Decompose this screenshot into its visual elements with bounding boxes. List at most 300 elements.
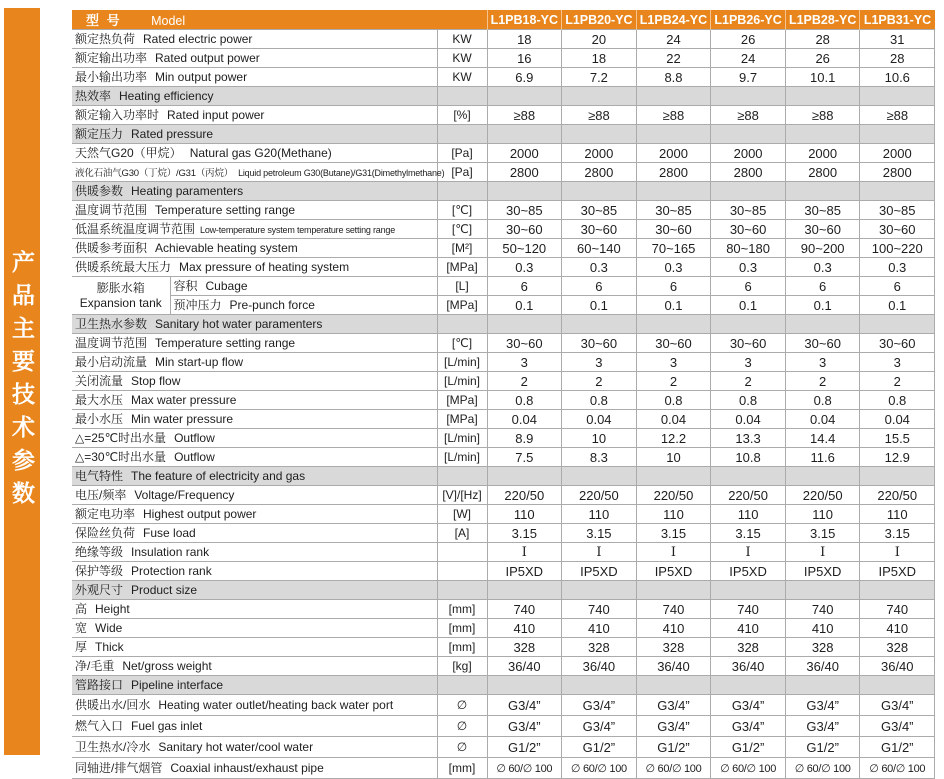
row-label-cn: 最大水压 — [75, 393, 124, 407]
row-value: 0.8 — [785, 391, 860, 410]
row-value: 110 — [860, 505, 935, 524]
row-value: G1/2” — [562, 737, 637, 758]
row-label — [72, 695, 437, 716]
row-value: 24 — [711, 49, 786, 68]
row-label-en: Low-temperature system temperature setting range — [200, 225, 396, 235]
row-value: I — [562, 543, 637, 562]
row-label-cn: 卫生热水参数 — [75, 317, 148, 331]
row-value — [711, 676, 786, 695]
row-label-en: Sanitary hot water/cool water — [158, 740, 314, 754]
row-value: 60~140 — [562, 239, 637, 258]
row-value — [636, 315, 711, 334]
row-value: 110 — [636, 505, 711, 524]
row-value: 0.1 — [487, 296, 562, 315]
row-label-cn: 供暖系统最大压力 — [75, 260, 172, 274]
row-value: IP5XD — [487, 562, 562, 581]
row-label-cn: 温度调节范围 — [75, 203, 148, 217]
row-label — [72, 543, 437, 562]
row-label-cn: 供暖参数 — [75, 184, 124, 198]
row-value — [711, 315, 786, 334]
row-value: 2800 — [785, 163, 860, 182]
row-label — [170, 296, 437, 315]
spec-row — [72, 296, 935, 315]
row-unit: [V]/[Hz] — [437, 486, 487, 505]
row-value — [487, 581, 562, 600]
row-label-cn: 额定输入功率时 — [75, 108, 160, 122]
row-value: G1/2” — [487, 737, 562, 758]
row-label — [72, 49, 437, 68]
row-value: 2 — [487, 372, 562, 391]
row-value: 2 — [711, 372, 786, 391]
row-label — [72, 676, 437, 695]
row-value: 0.04 — [860, 410, 935, 429]
row-value: 12.9 — [860, 448, 935, 467]
row-unit: [mm] — [437, 600, 487, 619]
model-header-l1pb31-yc: L1PB31-YC — [860, 10, 935, 30]
row-value: 26 — [711, 30, 786, 49]
spec-row — [72, 505, 935, 524]
row-label-en: Voltage/Frequency — [134, 488, 235, 502]
row-label — [72, 410, 437, 429]
row-label-en: Liquid petroleum G30(Butane)/G31(Dimethylmethane) — [238, 168, 445, 178]
row-value: 36/40 — [711, 657, 786, 676]
spec-row — [72, 657, 935, 676]
row-label — [72, 258, 437, 277]
row-value — [785, 182, 860, 201]
row-value: 90~200 — [785, 239, 860, 258]
row-value: 36/40 — [860, 657, 935, 676]
row-label-cn: 天然气G20（甲烷） — [75, 146, 182, 160]
row-label-cn: 预冲压力 — [173, 298, 222, 312]
row-unit: [L/min] — [437, 429, 487, 448]
row-value — [636, 676, 711, 695]
row-value: 410 — [860, 619, 935, 638]
row-value: 30~60 — [636, 334, 711, 353]
group-label — [72, 277, 170, 315]
row-value — [487, 315, 562, 334]
row-value: ∅ 60/∅ 100 — [636, 758, 711, 779]
row-label — [72, 315, 437, 334]
row-value — [860, 676, 935, 695]
row-label — [72, 220, 437, 239]
row-value — [562, 182, 637, 201]
row-value: 3 — [562, 353, 637, 372]
spec-row — [72, 239, 935, 258]
row-value: 36/40 — [785, 657, 860, 676]
row-label — [72, 716, 437, 737]
spec-table-container — [72, 10, 935, 779]
row-unit: [A] — [437, 524, 487, 543]
row-unit: [L/min] — [437, 372, 487, 391]
row-value: 0.1 — [636, 296, 711, 315]
spec-row — [72, 277, 935, 296]
row-label-cn: 厚 — [75, 640, 88, 654]
spec-row — [72, 619, 935, 638]
section-row — [72, 125, 935, 144]
row-value: 3 — [711, 353, 786, 372]
spec-row — [72, 600, 935, 619]
row-unit — [437, 182, 487, 201]
row-unit: KW — [437, 68, 487, 87]
row-value: 0.8 — [636, 391, 711, 410]
row-label-en: The feature of electricity and gas — [131, 469, 306, 483]
row-value: 2000 — [636, 144, 711, 163]
row-value: 0.3 — [785, 258, 860, 277]
row-value: G3/4” — [562, 695, 637, 716]
row-value — [711, 182, 786, 201]
row-value: 7.2 — [562, 68, 637, 87]
row-value: 8.9 — [487, 429, 562, 448]
row-value — [711, 87, 786, 106]
row-label-en: Temperature setting range — [155, 203, 296, 217]
model-header-l1pb28-yc: L1PB28-YC — [785, 10, 860, 30]
row-unit — [437, 562, 487, 581]
spec-row — [72, 106, 935, 125]
row-value: 740 — [487, 600, 562, 619]
row-value: I — [785, 543, 860, 562]
row-value: ∅ 60/∅ 100 — [860, 758, 935, 779]
row-value: 7.5 — [487, 448, 562, 467]
row-value: G1/2” — [860, 737, 935, 758]
row-value: 220/50 — [785, 486, 860, 505]
row-value: G3/4” — [487, 716, 562, 737]
row-label-en: Min water pressure — [131, 412, 234, 426]
row-value: 410 — [785, 619, 860, 638]
row-value: ≥88 — [711, 106, 786, 125]
row-label-en: Stop flow — [131, 374, 181, 388]
row-label-en: Fuel gas inlet — [131, 719, 203, 733]
row-value: 0.8 — [711, 391, 786, 410]
row-value: IP5XD — [636, 562, 711, 581]
section-row — [72, 676, 935, 695]
row-value: 2800 — [562, 163, 637, 182]
row-value: 6 — [487, 277, 562, 296]
row-value — [711, 581, 786, 600]
row-label-en: Achievable heating system — [155, 241, 298, 255]
row-value: 0.04 — [562, 410, 637, 429]
row-value — [562, 581, 637, 600]
model-header-cell — [72, 10, 437, 30]
section-row — [72, 581, 935, 600]
row-unit: [MPa] — [437, 410, 487, 429]
spec-row — [72, 201, 935, 220]
row-value: 30~85 — [562, 201, 637, 220]
row-value: 220/50 — [860, 486, 935, 505]
row-value: 36/40 — [487, 657, 562, 676]
row-value — [562, 676, 637, 695]
row-value: 740 — [562, 600, 637, 619]
row-value: 30~85 — [487, 201, 562, 220]
row-value: 10.1 — [785, 68, 860, 87]
row-value: G3/4” — [711, 695, 786, 716]
row-unit: [mm] — [437, 758, 487, 779]
row-unit: [mm] — [437, 619, 487, 638]
row-label-en: Height — [95, 602, 130, 616]
row-value — [711, 467, 786, 486]
row-label — [72, 448, 437, 467]
row-label-cn: 额定电功率 — [75, 507, 136, 521]
row-value: 10.8 — [711, 448, 786, 467]
row-label-en: Pre-punch force — [229, 298, 315, 312]
row-label-cn: 额定输出功率 — [75, 51, 148, 65]
row-value: 30~60 — [860, 334, 935, 353]
row-value: 0.04 — [487, 410, 562, 429]
row-value — [487, 467, 562, 486]
sidebar-title-bar — [4, 8, 40, 755]
row-value: 30~60 — [711, 220, 786, 239]
row-value — [562, 87, 637, 106]
row-value: 3.15 — [636, 524, 711, 543]
row-value: 328 — [711, 638, 786, 657]
row-value: 30~60 — [785, 220, 860, 239]
row-value: 30~85 — [636, 201, 711, 220]
row-value: 2800 — [636, 163, 711, 182]
row-label — [72, 87, 437, 106]
spec-row — [72, 758, 935, 779]
row-value: ∅ 60/∅ 100 — [785, 758, 860, 779]
row-value: 36/40 — [562, 657, 637, 676]
row-label-cn: 电气特性 — [75, 469, 124, 483]
row-label — [72, 562, 437, 581]
row-value: 110 — [785, 505, 860, 524]
row-value: 8.8 — [636, 68, 711, 87]
row-label-en: Heating water outlet/heating back water port — [158, 698, 394, 712]
row-value: 2 — [860, 372, 935, 391]
row-label-en: Thick — [95, 640, 124, 654]
row-value: 3 — [860, 353, 935, 372]
row-label-cn: 绝缘等级 — [75, 545, 124, 559]
row-value: 22 — [636, 49, 711, 68]
row-value: G3/4” — [860, 716, 935, 737]
spec-table-body — [72, 30, 935, 779]
row-value: 740 — [711, 600, 786, 619]
row-value: 14.4 — [785, 429, 860, 448]
row-value: 220/50 — [711, 486, 786, 505]
row-label-cn: 最小水压 — [75, 412, 124, 426]
row-value: 0.04 — [785, 410, 860, 429]
row-unit — [437, 543, 487, 562]
model-header-cn: 型 号 — [86, 13, 122, 28]
row-value — [562, 315, 637, 334]
row-value: 2800 — [487, 163, 562, 182]
row-value: 0.3 — [636, 258, 711, 277]
row-value: 6.9 — [487, 68, 562, 87]
row-label — [72, 505, 437, 524]
row-value: 50~120 — [487, 239, 562, 258]
row-value: 6 — [711, 277, 786, 296]
row-label-cn: 净/毛重 — [75, 659, 115, 673]
row-value: ≥88 — [785, 106, 860, 125]
row-value: 6 — [562, 277, 637, 296]
row-label — [72, 486, 437, 505]
row-value: 2000 — [785, 144, 860, 163]
row-value: 410 — [636, 619, 711, 638]
row-value: G3/4” — [785, 695, 860, 716]
row-value: 36/40 — [636, 657, 711, 676]
row-value: 3 — [785, 353, 860, 372]
row-value: 30~85 — [860, 201, 935, 220]
row-value: I — [711, 543, 786, 562]
row-value: 220/50 — [562, 486, 637, 505]
row-value — [785, 315, 860, 334]
row-label-en: Natural gas G20(Methane) — [189, 146, 332, 160]
row-label — [72, 581, 437, 600]
row-label-en: Coaxial inhaust/exhaust pipe — [170, 761, 324, 775]
row-value: 20 — [562, 30, 637, 49]
row-value — [562, 467, 637, 486]
row-value: 26 — [785, 49, 860, 68]
row-value — [785, 125, 860, 144]
row-value: 0.1 — [785, 296, 860, 315]
row-label — [72, 353, 437, 372]
row-value: 3 — [636, 353, 711, 372]
row-value: IP5XD — [785, 562, 860, 581]
spec-row — [72, 68, 935, 87]
row-value — [785, 676, 860, 695]
row-value — [860, 125, 935, 144]
row-value: I — [487, 543, 562, 562]
row-unit — [437, 467, 487, 486]
row-label-en: Max pressure of heating system — [179, 260, 350, 274]
row-value: 0.04 — [636, 410, 711, 429]
row-value: 30~60 — [636, 220, 711, 239]
row-value — [860, 581, 935, 600]
section-row — [72, 467, 935, 486]
row-label-en: Product size — [131, 583, 198, 597]
row-unit: [Pa] — [437, 163, 487, 182]
row-value: ∅ 60/∅ 100 — [487, 758, 562, 779]
row-unit: ∅ — [437, 737, 487, 758]
row-label-cn: △=25℃时出水量 — [75, 431, 167, 445]
row-value: G3/4” — [785, 716, 860, 737]
row-value: 3.15 — [487, 524, 562, 543]
row-value: 70~165 — [636, 239, 711, 258]
row-label-cn: 液化石油气G30（丁烷）/G31（丙烷） — [75, 168, 234, 179]
row-label — [72, 182, 437, 201]
row-unit — [437, 315, 487, 334]
row-value: 3.15 — [860, 524, 935, 543]
row-value: 3 — [487, 353, 562, 372]
row-label-en: Temperature setting range — [155, 336, 296, 350]
row-value: G3/4” — [636, 695, 711, 716]
row-unit: [kg] — [437, 657, 487, 676]
spec-row — [72, 737, 935, 758]
model-header-l1pb18-yc: L1PB18-YC — [487, 10, 562, 30]
row-label-en: Pipeline interface — [131, 678, 224, 692]
row-value: 220/50 — [636, 486, 711, 505]
row-value: G3/4” — [860, 695, 935, 716]
row-unit — [437, 125, 487, 144]
row-value: G3/4” — [711, 716, 786, 737]
row-value: 0.1 — [711, 296, 786, 315]
row-value: 30~60 — [562, 334, 637, 353]
row-value — [860, 87, 935, 106]
row-value: 8.3 — [562, 448, 637, 467]
section-row — [72, 87, 935, 106]
row-unit: [MPa] — [437, 391, 487, 410]
spec-row — [72, 486, 935, 505]
sidebar-title: 产品主要技术参数 — [9, 249, 35, 514]
row-unit: [M²] — [437, 239, 487, 258]
row-label-cn: 容积 — [173, 279, 198, 293]
row-label-cn: 电压/频率 — [75, 488, 127, 502]
row-value: G1/2” — [785, 737, 860, 758]
row-value: 0.3 — [860, 258, 935, 277]
row-label — [72, 638, 437, 657]
row-label — [72, 163, 445, 182]
row-label-en: Cubage — [205, 279, 248, 293]
row-value: 410 — [562, 619, 637, 638]
row-label-cn: 最小输出功率 — [75, 70, 148, 84]
row-value: 30~60 — [711, 334, 786, 353]
row-value: 100~220 — [860, 239, 935, 258]
row-value: IP5XD — [711, 562, 786, 581]
row-value: 0.8 — [562, 391, 637, 410]
row-value: 6 — [785, 277, 860, 296]
row-label — [72, 30, 437, 49]
row-value — [785, 581, 860, 600]
row-value — [487, 182, 562, 201]
row-unit: KW — [437, 30, 487, 49]
row-value: 0.1 — [860, 296, 935, 315]
row-label-en: Outflow — [174, 431, 215, 445]
row-label — [72, 144, 437, 163]
row-value: 2 — [636, 372, 711, 391]
row-value: I — [636, 543, 711, 562]
row-value: ≥88 — [636, 106, 711, 125]
spec-row — [72, 30, 935, 49]
row-value: ∅ 60/∅ 100 — [562, 758, 637, 779]
row-unit: [℃] — [437, 201, 487, 220]
row-value: ≥88 — [487, 106, 562, 125]
row-label-cn: 额定热负荷 — [75, 32, 136, 46]
row-value: 30~60 — [487, 220, 562, 239]
row-value: 0.04 — [711, 410, 786, 429]
row-value: 410 — [711, 619, 786, 638]
model-header-en: Model — [151, 14, 186, 28]
row-label-cn: 低温系统温度调节范围 — [75, 222, 196, 236]
row-value — [487, 125, 562, 144]
row-label — [72, 524, 437, 543]
row-label-cn: 外观尺寸 — [75, 583, 124, 597]
spec-row — [72, 334, 935, 353]
row-value — [711, 125, 786, 144]
row-label-en: Rated output power — [155, 51, 260, 65]
row-value: 328 — [636, 638, 711, 657]
row-value: 328 — [562, 638, 637, 657]
row-label-cn: 保险丝负荷 — [75, 526, 136, 540]
row-value: 328 — [487, 638, 562, 657]
row-value: 740 — [785, 600, 860, 619]
row-label-en: Min start-up flow — [155, 355, 244, 369]
row-label — [72, 125, 437, 144]
row-value: G3/4” — [636, 716, 711, 737]
row-unit: [mm] — [437, 638, 487, 657]
row-unit — [437, 676, 487, 695]
section-row — [72, 182, 935, 201]
spec-table — [72, 10, 935, 779]
row-label — [72, 429, 437, 448]
row-label-cn: 同轴进/排气烟管 — [75, 761, 163, 775]
row-label-en: Fuse load — [143, 526, 196, 540]
row-label — [72, 600, 437, 619]
row-value — [860, 467, 935, 486]
spec-row — [72, 220, 935, 239]
row-value — [636, 581, 711, 600]
row-value: G1/2” — [636, 737, 711, 758]
row-unit: [W] — [437, 505, 487, 524]
model-header-l1pb24-yc: L1PB24-YC — [636, 10, 711, 30]
